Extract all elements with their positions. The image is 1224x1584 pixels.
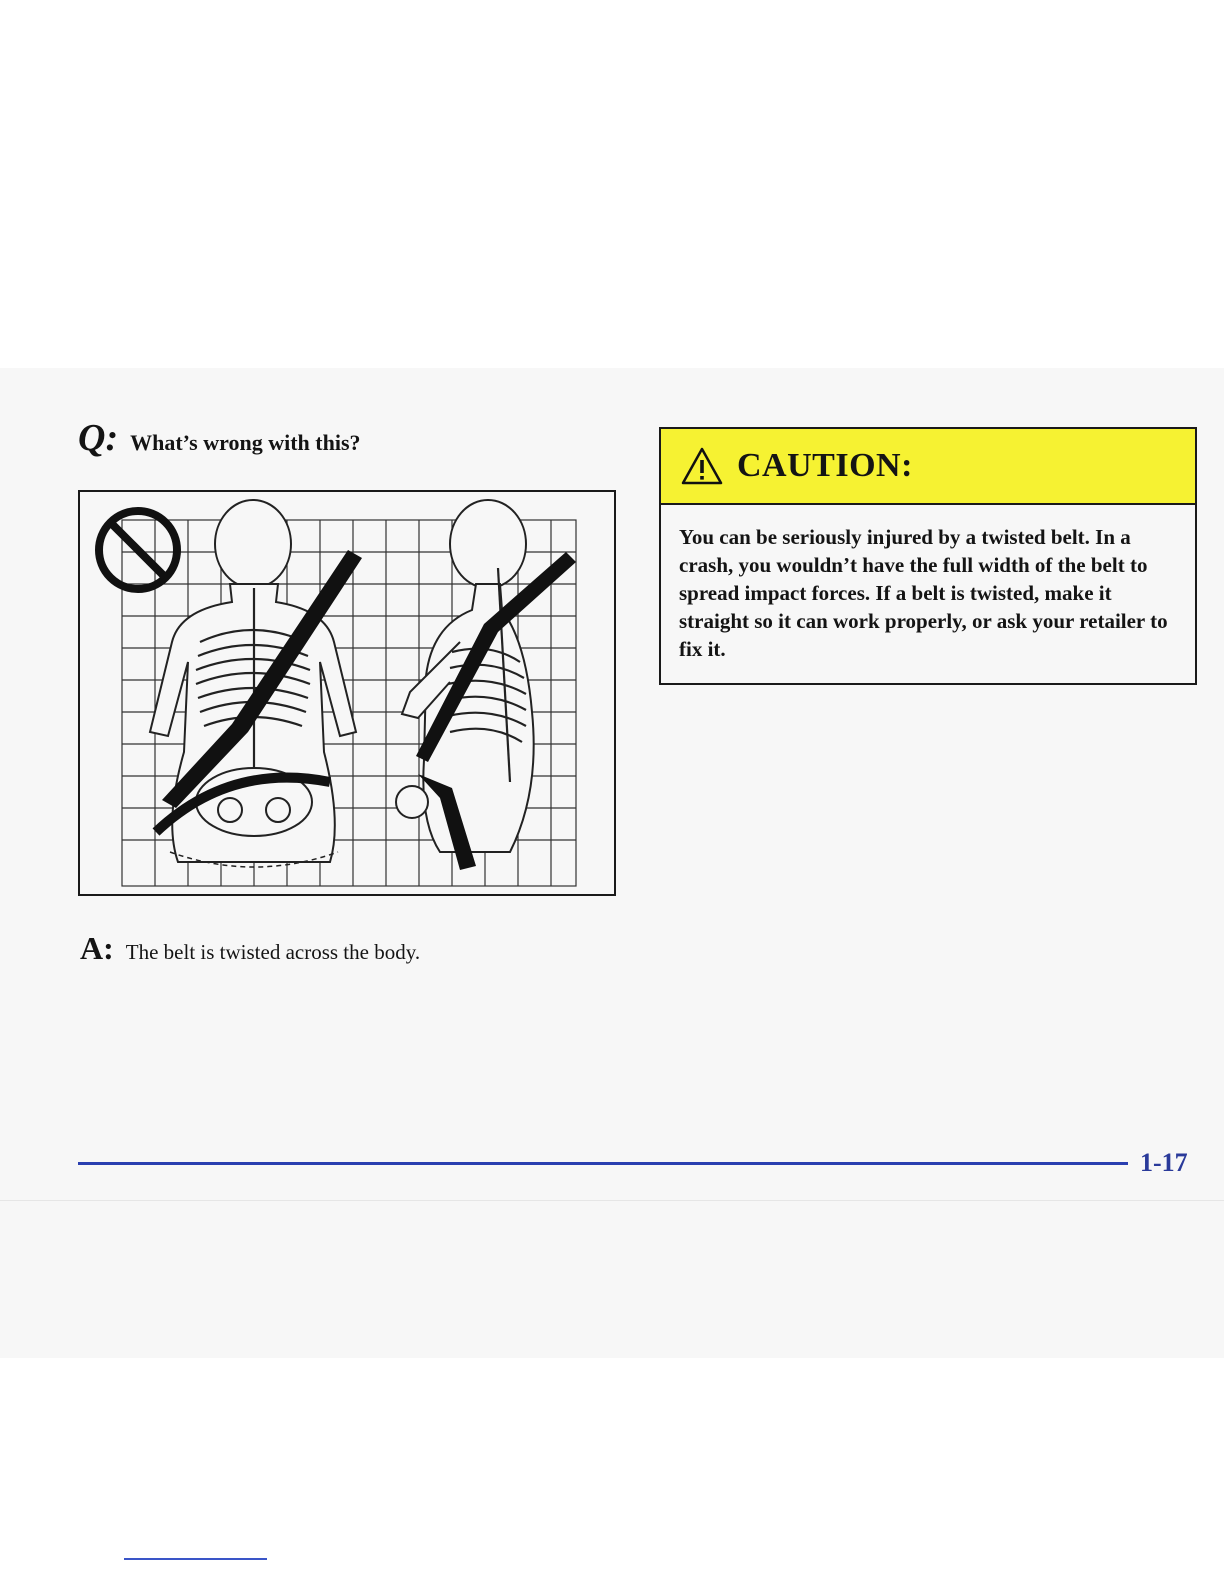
question-label: Q: <box>78 417 119 459</box>
answer-label: A: <box>80 930 114 966</box>
caution-title: CAUTION: <box>737 447 913 484</box>
answer-row <box>80 930 420 967</box>
caution-text: You can be seriously injured by a twisted belt. In a crash, you wouldn’t have the full width of the belt to spread impact forces. If a belt is twisted, make it straight so it can work properly, or ask your retailer to fix it. <box>679 525 1168 661</box>
warning-triangle-icon <box>681 447 723 485</box>
side-view-figure <box>396 500 576 870</box>
back-view-figure <box>150 500 362 867</box>
footer-rule <box>78 1162 1128 1165</box>
question-row <box>78 416 361 460</box>
answer-text: The belt is twisted across the body. <box>125 940 421 964</box>
page-edge-line <box>0 1200 1224 1201</box>
skeleton-diagram <box>80 492 614 894</box>
bottom-mark <box>124 1558 267 1560</box>
page-number: 1-17 <box>1140 1148 1188 1177</box>
caution-header <box>661 429 1195 505</box>
caution-box <box>659 427 1197 685</box>
twisted-belt-illustration <box>78 490 616 896</box>
question-text: What’s wrong with this? <box>130 430 361 455</box>
prohibition-icon <box>99 511 177 589</box>
